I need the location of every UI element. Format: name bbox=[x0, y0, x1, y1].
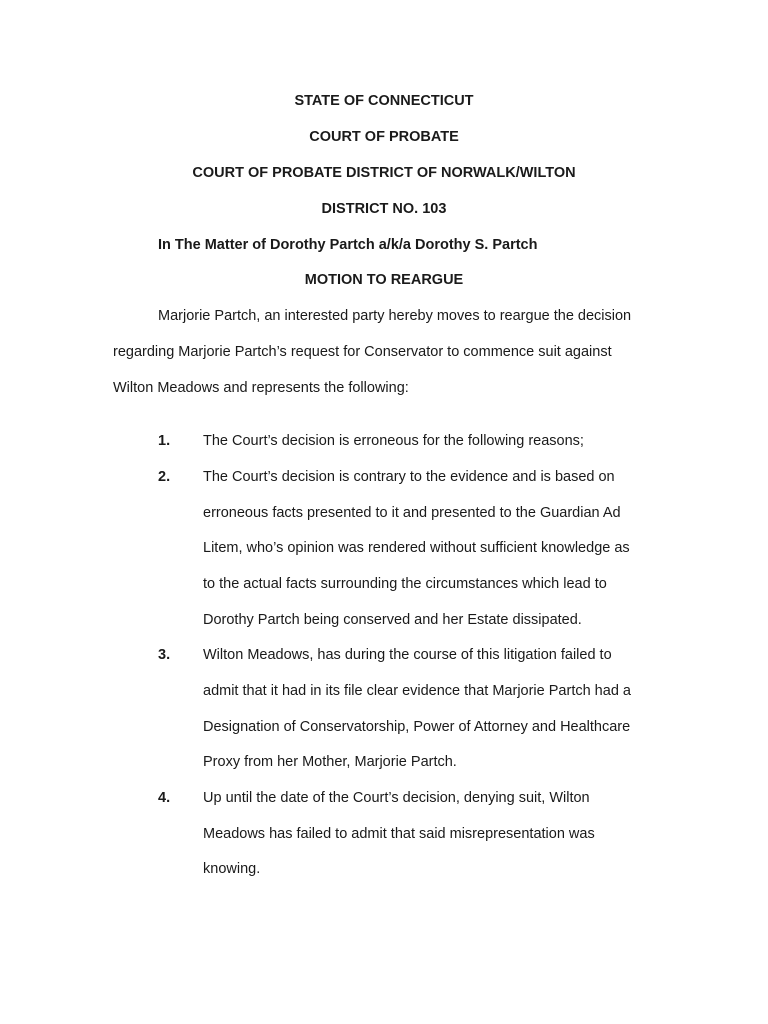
item-line: Proxy from her Mother, Marjorie Partch. bbox=[203, 754, 457, 770]
item-line: admit that it had in its file clear evidence that Marjorie Partch had a bbox=[203, 683, 631, 699]
item-line: Up until the date of the Court’s decision, denying suit, Wilton bbox=[203, 790, 590, 806]
intro-line: Marjorie Partch, an interested party hereby moves to reargue the decision bbox=[158, 308, 632, 324]
intro-line: regarding Marjorie Partch’s request for Conservator to commence suit against bbox=[113, 344, 612, 360]
item-line: Wilton Meadows, has during the course of this litigation failed to bbox=[203, 647, 612, 663]
intro-line: Wilton Meadows and represents the following: bbox=[113, 380, 409, 396]
item-line: erroneous facts presented to it and presented to the Guardian Ad bbox=[203, 505, 621, 521]
item-line: Meadows has failed to admit that said misrepresentation was bbox=[203, 826, 595, 842]
item-line: The Court’s decision is erroneous for the following reasons; bbox=[203, 433, 584, 449]
item-line: Litem, who’s opinion was rendered without sufficient knowledge as bbox=[203, 540, 630, 556]
motion-title: MOTION TO REARGUE bbox=[304, 272, 464, 288]
heading-court: COURT OF PROBATE bbox=[309, 129, 459, 145]
item-line: The Court’s decision is contrary to the evidence and is based on bbox=[203, 469, 615, 485]
heading-district-name: COURT OF PROBATE DISTRICT OF NORWALK/WILTON bbox=[192, 165, 576, 181]
item-line: Dorothy Partch being conserved and her Estate dissipated. bbox=[203, 612, 582, 628]
item-line: knowing. bbox=[203, 861, 261, 877]
item-number: 3. bbox=[158, 647, 171, 663]
item-line: Designation of Conservatorship, Power of Attorney and Healthcare bbox=[203, 719, 631, 735]
matter-line: In The Matter of Dorothy Partch a/k/a Dorothy S. Partch bbox=[158, 237, 538, 253]
item-line: to the actual facts surrounding the circumstances which lead to bbox=[203, 576, 607, 592]
heading-state: STATE OF CONNECTICUT bbox=[294, 93, 474, 109]
item-number: 1. bbox=[158, 433, 171, 449]
item-number: 2. bbox=[158, 469, 171, 485]
heading-district-no: DISTRICT NO. 103 bbox=[321, 201, 447, 217]
item-number: 4. bbox=[158, 790, 171, 806]
